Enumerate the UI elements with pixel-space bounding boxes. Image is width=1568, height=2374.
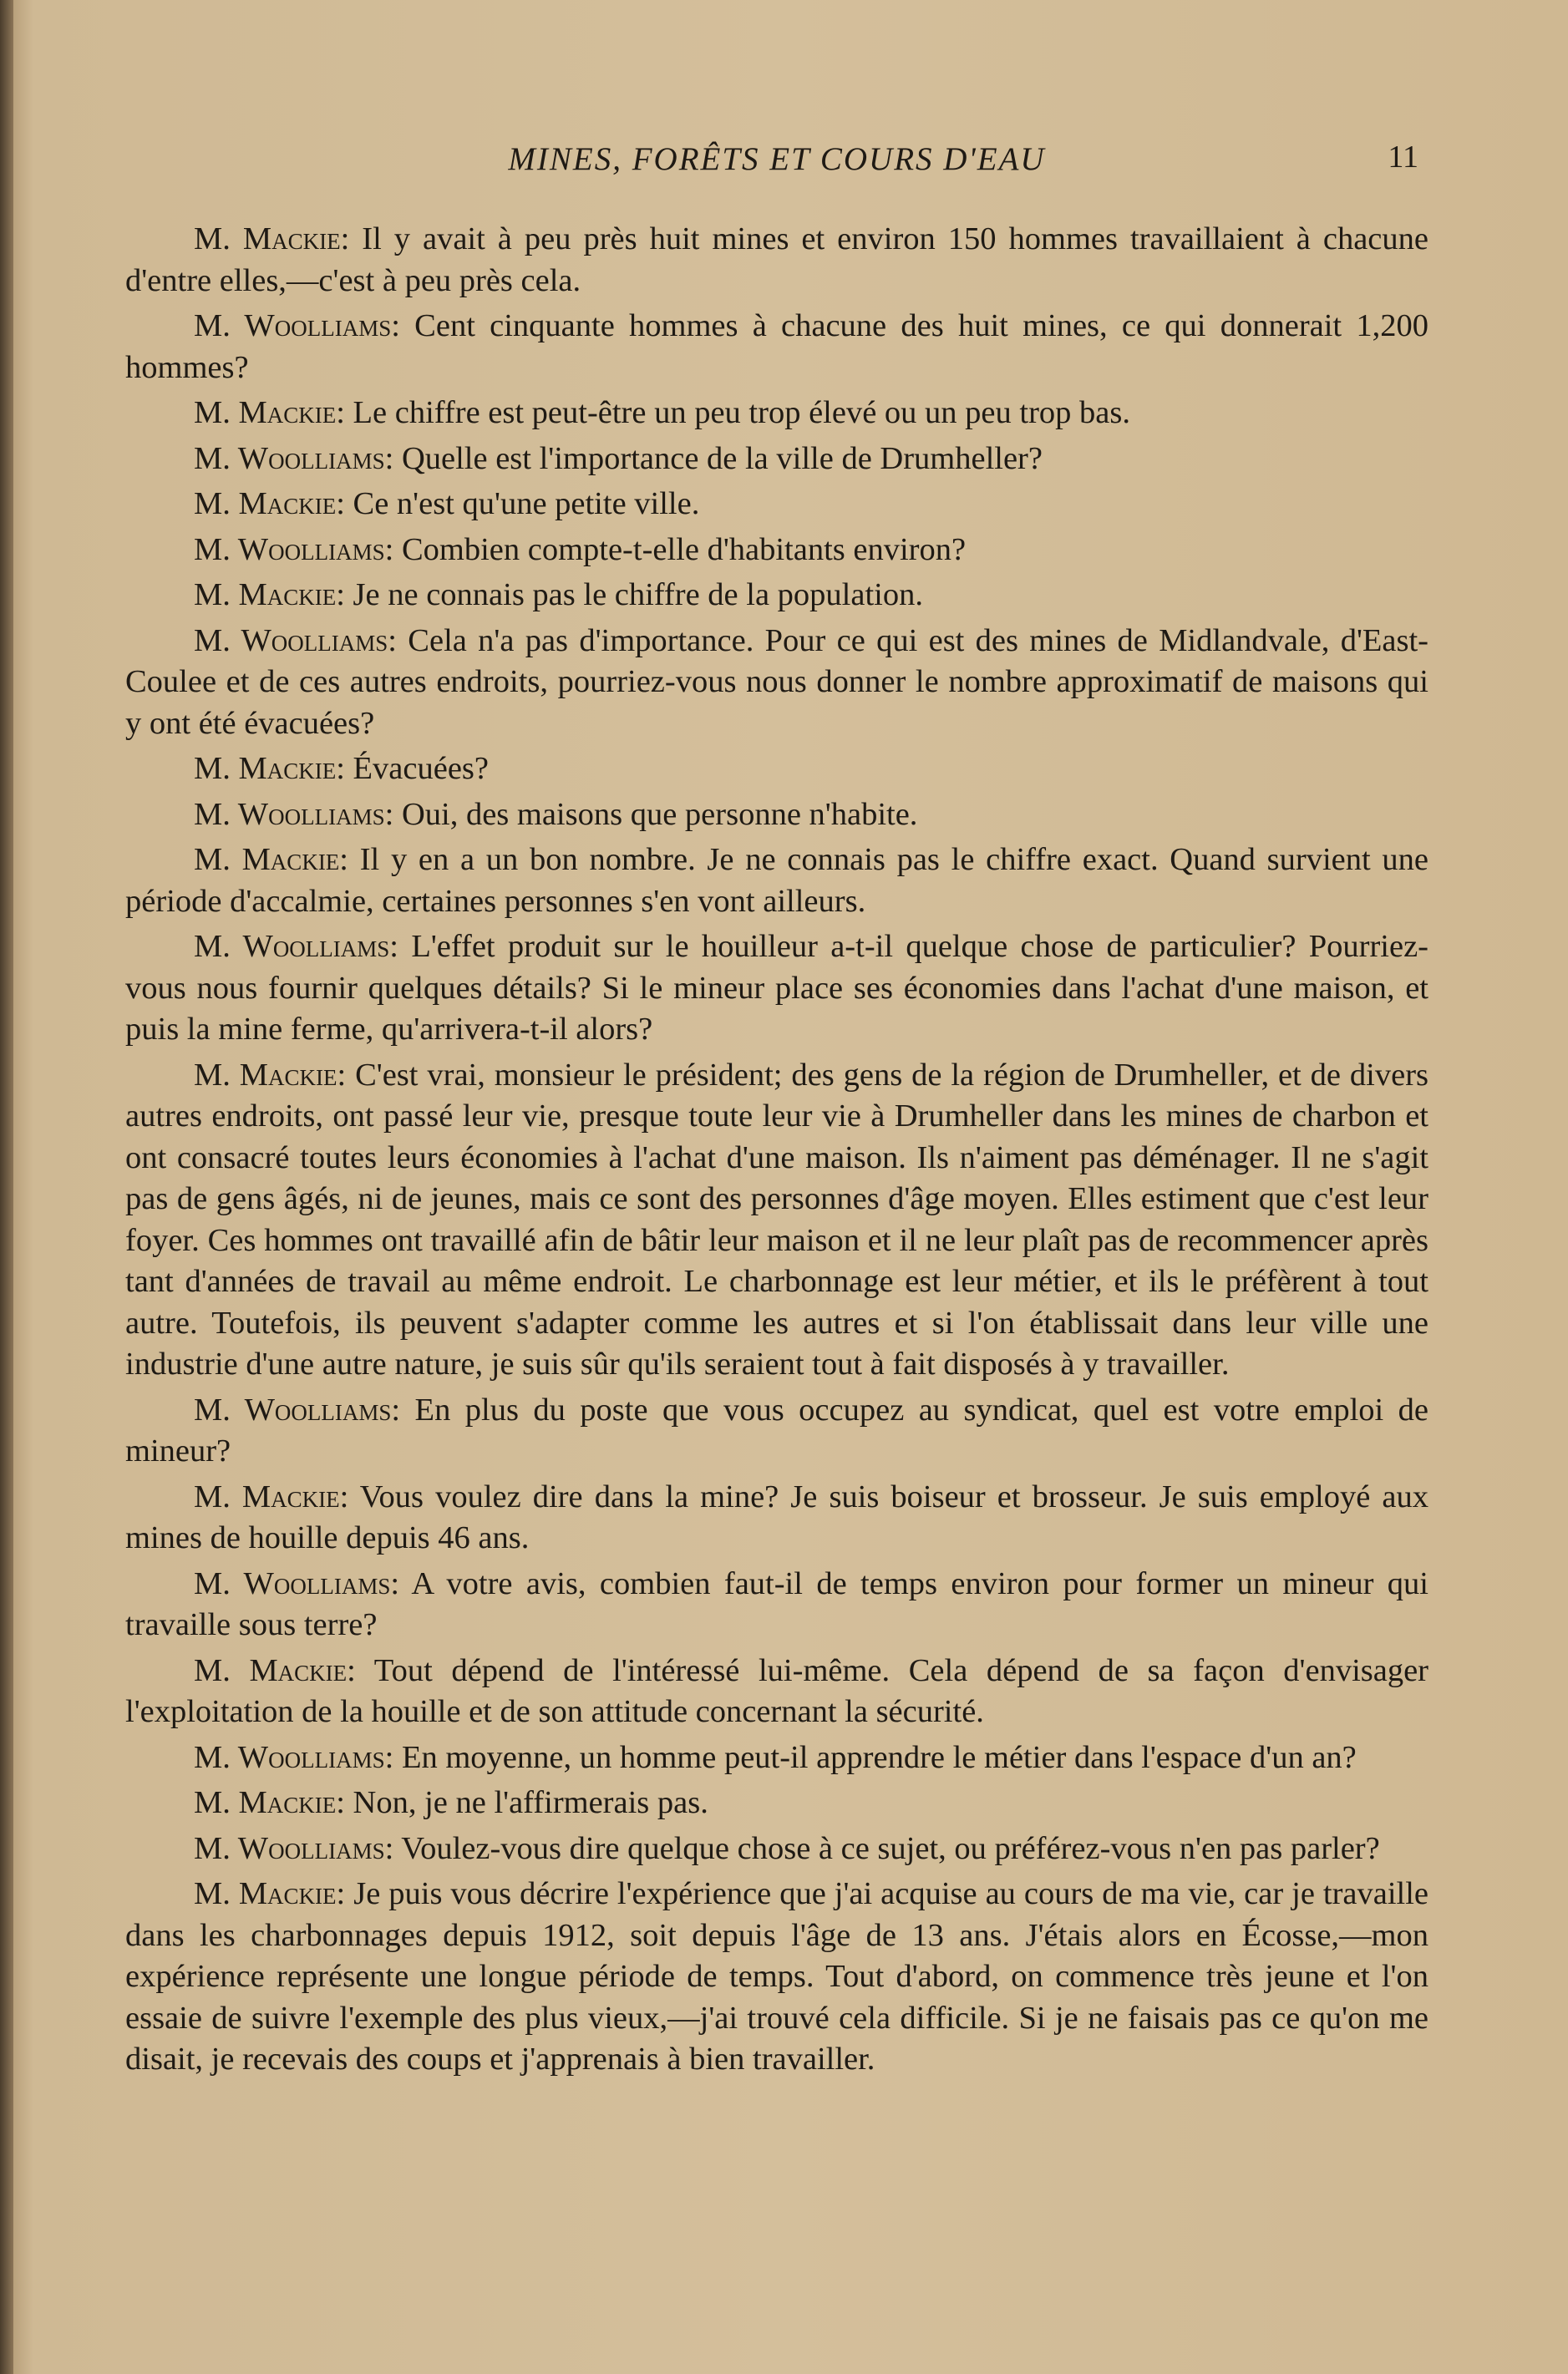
speaker-name: M. Woolliams: [194, 622, 397, 658]
speaker-name: M. Woolliams: [194, 1392, 401, 1428]
paragraph-text: Évacuées? [344, 751, 489, 786]
speaker-name: M. Mackie: [194, 395, 345, 430]
speaker-name: M. Woolliams: [194, 796, 394, 832]
speaker-name: M. Mackie: [194, 842, 348, 877]
paragraph-text: Je ne connais pas le chiffre de la population. [344, 577, 923, 612]
speaker-name: M. Mackie: [194, 221, 350, 256]
paragraph-text: Voulez-vous dire quelque chose à ce sujet, ou préférez-vous n'en pas parler? [393, 1830, 1380, 1866]
paragraph-text: Il y en a un bon nombre. Je ne connais pas le chiffre exact. Quand survient une période d'accalmie, certaines personnes s'en vont ailleurs. [125, 842, 1428, 919]
paragraph [125, 1564, 1428, 1646]
paragraph [125, 575, 1428, 616]
paragraph [125, 748, 1428, 790]
paragraph-text: A votre avis, combien faut-il de temps environ pour former un mineur qui travaille sous terre? [125, 1565, 1428, 1642]
paragraph [125, 1737, 1428, 1779]
paragraph [125, 1829, 1428, 1870]
paragraph [125, 621, 1428, 745]
page-number: 11 [1388, 139, 1418, 175]
paragraph [125, 439, 1428, 480]
paragraph [125, 926, 1428, 1051]
page-binding-edge [0, 0, 13, 2374]
paragraph [125, 1477, 1428, 1560]
speaker-name: M. Woolliams: [194, 1739, 394, 1775]
speaker-name: M. Mackie: [194, 1785, 345, 1820]
speaker-name: M. Mackie: [194, 1479, 349, 1514]
paragraph-text: En plus du poste que vous occupez au syndicat, quel est votre emploi de mineur? [125, 1392, 1428, 1469]
running-title: MINES, FORÊTS ET COURS D'EAU [508, 141, 1046, 177]
paragraph-text: Combien compte-t-elle d'habitants environ? [393, 531, 967, 567]
paragraph-text: L'effet produit sur le houilleur a-t-il quelque chose de particulier? Pourriez-vous nous fournir quelques détails? Si le mineur place ses économies dans l'achat d'une maison, et puis la mine ferme, qu'arrivera-t-il alors? [125, 929, 1428, 1047]
paragraph [125, 1874, 1428, 2081]
paragraph [125, 1390, 1428, 1473]
paragraph-text: Le chiffre est peut-être un peu trop élevé ou un peu trop bas. [344, 395, 1130, 430]
page-body [125, 219, 1428, 2085]
speaker-name: M. Woolliams: [194, 1565, 400, 1601]
speaker-name: M. Mackie: [194, 1876, 346, 1911]
speaker-name: M. Mackie: [194, 751, 345, 786]
paragraph-text: En moyenne, un homme peut-il apprendre le métier dans l'espace d'un an? [393, 1739, 1357, 1775]
paragraph [125, 1055, 1428, 1386]
paragraph [125, 1651, 1428, 1733]
paragraph-text: C'est vrai, monsieur le président; des gens de la région de Drumheller, et de divers autres endroits, ont passé leur vie, presque toute leur vie à Drumheller dans les mines de charbon et ont consacré toutes leurs économies à l'achat d'une maison. Ils n'aiment pas déménager. Il ne s'agit pas de gens âgés, ni de jeunes, mais ce sont des personnes d'âge moyen. Elles estiment que c'est leur foyer. Ces hommes ont travaillé afin de bâtir leur maison et il ne leur plaît pas de recommencer après tant d'années de travail au même endroit. Le charbonnage est leur métier, et ils le préfèrent à tout autre. Toutefois, ils peuvent s'adapter comme les autres et si l'on établissait dans leur ville une industrie d'une autre nature, je suis sûr qu'ils seraient tout à fait disposés à y travailler. [125, 1057, 1428, 1382]
speaker-name: M. Woolliams: [194, 929, 399, 964]
speaker-name: M. Mackie: [194, 486, 345, 521]
paragraph-text: Oui, des maisons que personne n'habite. [393, 796, 918, 832]
speaker-name: M. Woolliams: [194, 440, 394, 476]
speaker-name: M. Woolliams: [194, 308, 400, 343]
paragraph [125, 840, 1428, 922]
speaker-name: M. Mackie: [194, 1057, 347, 1093]
paragraph [125, 1783, 1428, 1824]
speaker-name: M. Mackie: [194, 1652, 356, 1688]
paragraph [125, 219, 1428, 302]
paragraph [125, 393, 1428, 434]
paragraph [125, 484, 1428, 525]
speaker-name: M. Mackie: [194, 577, 345, 612]
paragraph-text: Cela n'a pas d'importance. Pour ce qui est des mines de Midlandvale, d'East-Coulee et de ces autres endroits, pourriez-vous nous donner le nombre approximatif de maisons qui y ont été évacuées? [125, 622, 1428, 741]
page-header [125, 140, 1428, 190]
paragraph-text: Il y avait à peu près huit mines et environ 150 hommes travaillaient à chacune d'entre elles,—c'est à peu près cela. [125, 221, 1428, 298]
paragraph [125, 794, 1428, 836]
paragraph [125, 306, 1428, 388]
paragraph-text: Vous voulez dire dans la mine? Je suis boiseur et brosseur. Je suis employé aux mines de houille depuis 46 ans. [125, 1479, 1428, 1555]
speaker-name: M. Woolliams: [194, 1830, 394, 1866]
paragraph-text: Quelle est l'importance de la ville de Drumheller? [393, 440, 1043, 476]
paragraph [125, 530, 1428, 571]
paragraph-text: Je puis vous décrire l'expérience que j'ai acquise au cours de ma vie, car je travaille dans les charbonnages depuis 1912, soit depuis l'âge de 13 ans. J'étais alors en Écosse,—mon expérience représente une longue période de temps. Tout d'abord, on commence très jeune et l'on essaie de suivre l'exemple des plus vieux,—j'ai trouvé cela difficile. Si je ne faisais pas ce qu'on me disait, je recevais des coups et j'apprenais à bien travailler. [125, 1876, 1428, 2077]
paragraph-text: Tout dépend de l'intéressé lui-même. Cela dépend de sa façon d'envisager l'exploitation de la houille et de son attitude concernant la sécurité. [125, 1652, 1428, 1729]
speaker-name: M. Woolliams: [194, 531, 394, 567]
paragraph-text: Cent cinquante hommes à chacune des huit mines, ce qui donnerait 1,200 hommes? [125, 308, 1428, 385]
paragraph-text: Non, je ne l'affirmerais pas. [344, 1785, 708, 1820]
paragraph-text: Ce n'est qu'une petite ville. [344, 486, 700, 521]
